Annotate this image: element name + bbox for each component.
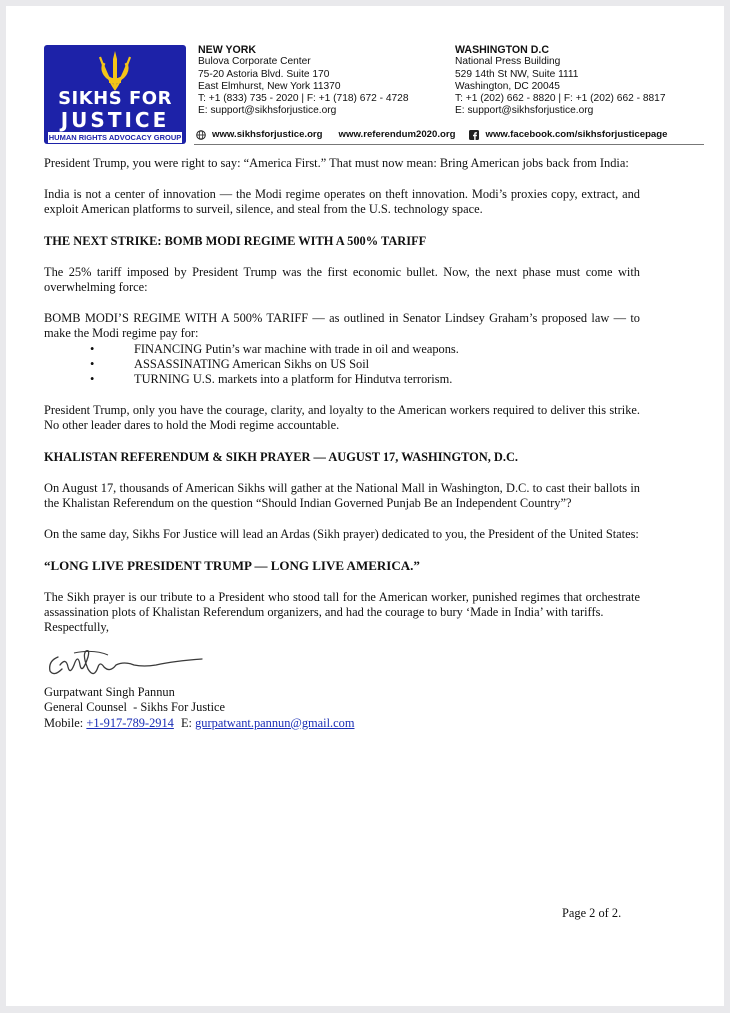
letter-page [6, 6, 724, 1006]
paragraph: The 25% tariff imposed by President Trump was the first economic bullet. Now, the next phase must come with overwhelming force: [44, 264, 640, 295]
office-new-york [198, 44, 409, 118]
website-link[interactable]: www.sikhsforjustice.org [212, 129, 323, 140]
office-email: E: support@sikhsforjustice.org [198, 105, 337, 117]
office-phone: T: +1 (202) 662 - 8820 | F: +1 (202) 662 - 8817 [455, 93, 666, 105]
office-line: Washington, DC 20045 [455, 80, 560, 92]
office-line: Bulova Corporate Center [198, 56, 311, 68]
office-email: E: support@sikhsforjustice.org [455, 105, 594, 117]
bullet-list [44, 342, 640, 388]
paragraph: President Trump, only you have the courage, clarity, and loyalty to the American workers required to deliver this strike. No other leader dares to hold the Modi regime accountable. [44, 403, 640, 433]
referendum-link[interactable]: www.referendum2020.org [338, 129, 456, 140]
paragraph: President Trump, you were right to say: “America First.” That must now mean: Bring American jobs back from India: [44, 156, 629, 170]
mobile-label: Mobile: [44, 715, 84, 730]
email-link[interactable]: gurpatwant.pannun@gmail.com [195, 715, 355, 730]
sfj-logo [44, 45, 186, 144]
office-name: WASHINGTON D.C [455, 44, 549, 56]
globe-icon [196, 130, 206, 140]
signer-contact [44, 716, 640, 731]
slogan-heading: “LONG LIVE PRESIDENT TRUMP — LONG LIVE AMERICA.” [44, 558, 420, 574]
letter-body [44, 156, 640, 731]
office-washington [455, 44, 666, 118]
section-heading: KHALISTAN REFERENDUM & SIKH PRAYER — AUGUST 17, WASHINGTON, D.C. [44, 449, 519, 464]
logo-text-line1: SIKHS FOR [58, 88, 172, 109]
facebook-link[interactable]: www.facebook.com/sikhsforjusticepage [485, 129, 668, 140]
office-line: East Elmhurst, New York 11370 [198, 80, 341, 92]
office-phone: T: +1 (833) 735 - 2020 | F: +1 (718) 672 - 4728 [198, 93, 409, 105]
mobile-link[interactable]: +1-917-789-2914 [86, 715, 174, 730]
paragraph: The Sikh prayer is our tribute to a President who stood tall for the American worker, punished regimes that orchestrate assassination plots of Khalistan Referendum organizers, and had the courage to bury ‘Made in India’ with tariffs. [44, 589, 640, 619]
office-line: 529 14th St NW, Suite 1111 [455, 68, 579, 80]
page-number: Page 2 of 2. [562, 906, 622, 920]
logo-text-line2: JUSTICE [60, 108, 170, 132]
handwritten-signature-icon [44, 635, 214, 683]
signature [44, 635, 640, 685]
paragraph: On August 17, thousands of American Sikhs will gather at the National Mall in Washington, D.C. to cast their ballots in the Khalistan Referendum on the question “Should Indian Governed Punjab Be an Independent Country”? [44, 480, 640, 511]
office-name: NEW YORK [198, 44, 257, 56]
paragraph: On the same day, Sikhs For Justice will lead an Ardas (Sikh prayer) dedicated to you, the President of the United States: [44, 527, 639, 542]
letterhead-divider [194, 144, 704, 145]
list-item: • FINANCING Putin’s war machine with trade in oil and weapons. [44, 342, 640, 357]
section-heading: THE NEXT STRIKE: BOMB MODI REGIME WITH A 500% TARIFF [44, 233, 427, 248]
paragraph: BOMB MODI’S REGIME WITH A 500% TARIFF — as outlined in Senator Lindsey Graham’s proposed law — to make the Modi regime pay for: [44, 311, 640, 341]
office-line: 75-20 Astoria Blvd. Suite 170 [198, 68, 330, 80]
list-item: • ASSASSINATING American Sikhs on US Soil [44, 357, 640, 372]
closing: Respectfully, [44, 620, 109, 635]
list-item: • TURNING U.S. markets into a platform for Hindutva terrorism. [44, 372, 640, 387]
facebook-icon [469, 130, 479, 140]
logo-tagline: HUMAN RIGHTS ADVOCACY GROUP [48, 133, 182, 142]
signer-name: Gurpatwant Singh Pannun [44, 685, 175, 700]
email-label: E: [180, 715, 192, 730]
paragraph: India is not a center of innovation — the Modi regime operates on theft innovation. Modi’s proxies copy, extract, and exploit American platforms to surveil, silence, and steal from the U.S. technology space. [44, 187, 640, 217]
letterhead-links [196, 129, 667, 140]
office-line: National Press Building [455, 56, 561, 68]
signer-title: General Counsel - Sikhs For Justice [44, 700, 226, 715]
